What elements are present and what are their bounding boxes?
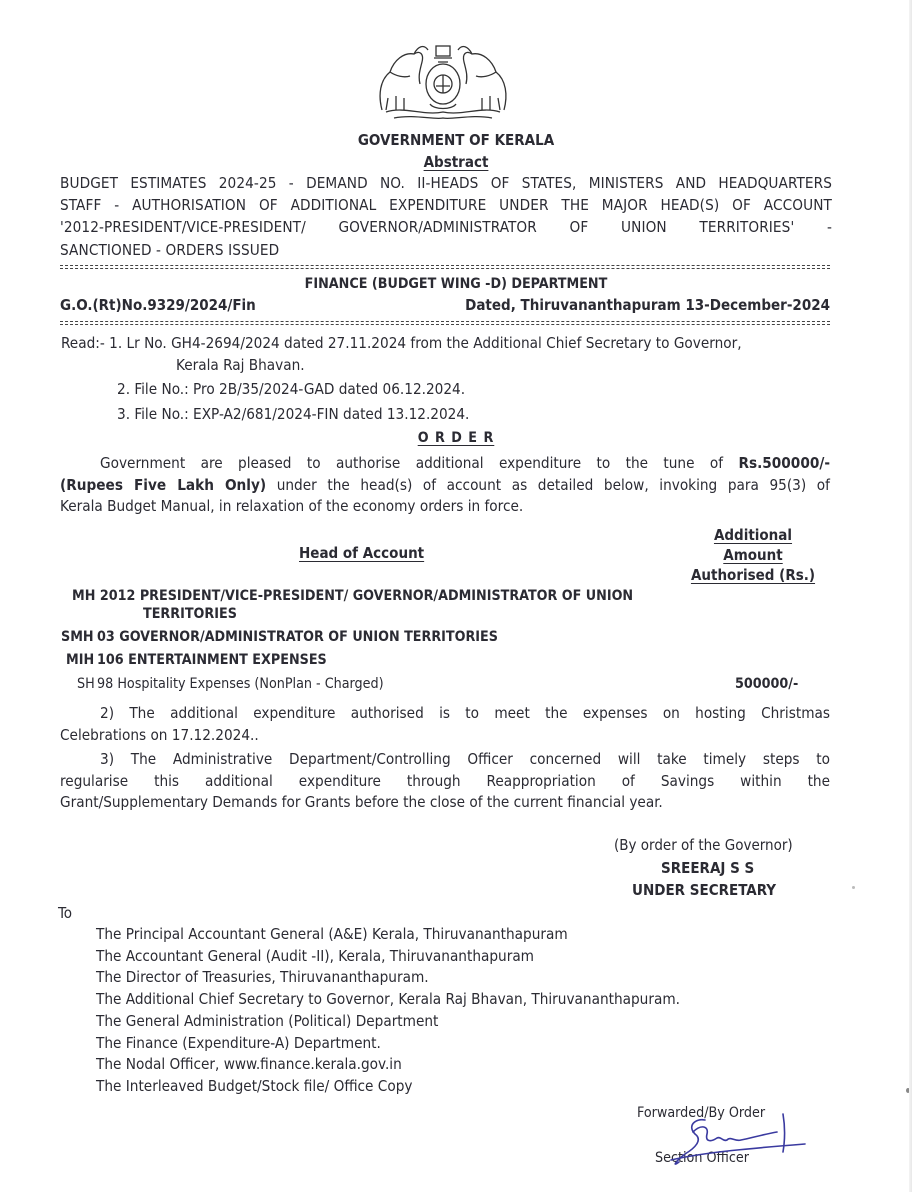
- account-description: GOVERNOR/ADMINISTRATOR OF UNION TERRITORIES: [119, 629, 498, 645]
- reference-number: 1.: [109, 334, 123, 352]
- order-text: Celebrations on 17.12.2024..: [60, 725, 259, 744]
- account-description: Hospitality Expenses (NonPlan - Charged): [117, 676, 384, 692]
- scan-speck: [852, 886, 855, 889]
- subject-line: STAFF - AUTHORISATION OF ADDITIONAL EXPENDITURE UNDER THE MAJOR HEAD(S) OF ACCOUNT: [60, 196, 832, 215]
- account-number: 98: [97, 676, 114, 692]
- order-paragraph-3: [60, 749, 830, 814]
- reference-text: File No.: Pro 2B/35/2024-GAD dated 06.12.2024.: [134, 380, 466, 398]
- reference-text: Lr No. GH4-2694/2024 dated 27.11.2024 from the Additional Chief Secretary to Governor,: [126, 334, 742, 352]
- account-row-sh-desc: [97, 676, 384, 692]
- order-text: regularise this additional expenditure through Reappropriation of Savings within the: [60, 771, 830, 790]
- order-text: Kerala Budget Manual, in relaxation of the economy orders in force.: [60, 497, 524, 515]
- amount-header-line: Additional: [713, 526, 793, 544]
- references: [61, 333, 742, 425]
- account-row-sh: [77, 676, 95, 692]
- government-title: GOVERNMENT OF KERALA: [357, 131, 555, 149]
- recipient: The Finance (Expenditure-A) Department.: [96, 1033, 381, 1052]
- read-label: Read:-: [61, 334, 105, 352]
- kerala-emblem-icon: [374, 40, 512, 122]
- recipient: The General Administration (Political) Department: [96, 1011, 439, 1030]
- reference-text: File No.: EXP-A2/681/2024-FIN dated 13.12.2024.: [134, 404, 470, 423]
- recipients-list: [96, 924, 680, 1098]
- subject-line: SANCTIONED - ORDERS ISSUED: [60, 240, 280, 259]
- order-paragraph-1: [60, 453, 830, 518]
- account-row-mih: [66, 652, 94, 668]
- account-row-smh: [61, 629, 94, 645]
- signatory-name: SREERAJ S S: [661, 859, 755, 877]
- account-description: ENTERTAINMENT EXPENSES: [128, 652, 327, 668]
- account-code: SMH: [61, 629, 94, 645]
- account-description: PRESIDENT/VICE-PRESIDENT/ GOVERNOR/ADMINISTRATOR OF UNION: [139, 588, 634, 604]
- account-number: 106: [97, 652, 124, 668]
- amount-header-line: Authorised (Rs.): [690, 566, 816, 584]
- reference-number: 2.: [117, 380, 131, 398]
- account-code: MIH: [66, 652, 95, 668]
- amount-figure: Rs.500000/-: [738, 454, 830, 472]
- subject-text: [60, 172, 832, 261]
- order-text: under the head(s) of account as detailed below, invoking para 95(3) of: [266, 475, 830, 494]
- account-row-mh: [72, 588, 633, 604]
- forwarded-text: Forwarded/By Order: [637, 1105, 766, 1121]
- reference-number: 3.: [117, 404, 131, 423]
- order-title: O R D E R: [417, 430, 495, 446]
- amount-header: [666, 525, 840, 585]
- recipient: The Interleaved Budget/Stock file/ Office Copy: [96, 1076, 413, 1095]
- go-date: Dated, Thiruvananthapuram 13-December-2024: [465, 296, 830, 314]
- section-officer-text: Section Officer: [655, 1150, 749, 1166]
- department-name: FINANCE (BUDGET WING -D) DEPARTMENT: [304, 276, 608, 292]
- order-text: Government are pleased to authorise additional expenditure to the tune of: [100, 454, 739, 472]
- handwritten-signature-icon: [665, 1112, 810, 1172]
- order-text: Grant/Supplementary Demands for Grants before the close of the current financial year.: [60, 793, 663, 811]
- order-text: 3) The Administrative Department/Controlling Officer concerned will take timely steps to: [100, 750, 830, 768]
- abstract-label: Abstract: [423, 153, 489, 171]
- authorised-amount: 500000/-: [735, 676, 799, 692]
- recipient: The Principal Accountant General (A&E) Kerala, Thiruvananthapuram: [96, 925, 568, 943]
- recipient: The Director of Treasuries, Thiruvananthapuram.: [96, 968, 429, 987]
- signatory-designation: UNDER SECRETARY: [632, 881, 777, 899]
- amount-words: (Rupees Five Lakh Only): [60, 475, 267, 494]
- order-text: 2) The additional expenditure authorised is to meet the expenses on hosting Christmas: [100, 704, 830, 722]
- account-row-mih-desc: [97, 652, 327, 668]
- separator: [60, 321, 830, 322]
- head-of-account-header: Head of Account: [299, 544, 425, 562]
- go-number: G.O.(Rt)No.9329/2024/Fin: [60, 296, 256, 314]
- account-description: TERRITORIES: [143, 606, 237, 622]
- separator: [60, 268, 830, 269]
- separator: [60, 324, 830, 325]
- recipient: The Nodal Officer, www.finance.kerala.gov.in: [96, 1055, 402, 1074]
- to-label: To: [58, 904, 72, 922]
- recipient: The Additional Chief Secretary to Governor, Kerala Raj Bhavan, Thiruvananthapuram.: [96, 990, 680, 1009]
- recipient: The Accountant General (Audit -II), Kerala, Thiruvananthapuram: [96, 946, 534, 965]
- by-order-text: (By order of the Governor): [614, 836, 793, 854]
- account-row-smh-desc: [97, 629, 498, 645]
- account-code: MH 2012: [72, 588, 136, 604]
- account-code: SH: [77, 676, 95, 692]
- account-number: 03: [97, 629, 115, 645]
- separator: [60, 265, 830, 266]
- reference-text: Kerala Raj Bhavan.: [176, 355, 305, 374]
- subject-line: BUDGET ESTIMATES 2024-25 - DEMAND NO. II-HEADS OF STATES, MINISTERS AND HEADQUARTERS: [60, 174, 832, 192]
- subject-line: '2012-PRESIDENT/VICE-PRESIDENT/ GOVERNOR/ADMINISTRATOR OF UNION TERRITORIES' -: [60, 218, 832, 237]
- order-paragraph-2: [60, 703, 830, 746]
- amount-header-line: Amount: [723, 546, 783, 564]
